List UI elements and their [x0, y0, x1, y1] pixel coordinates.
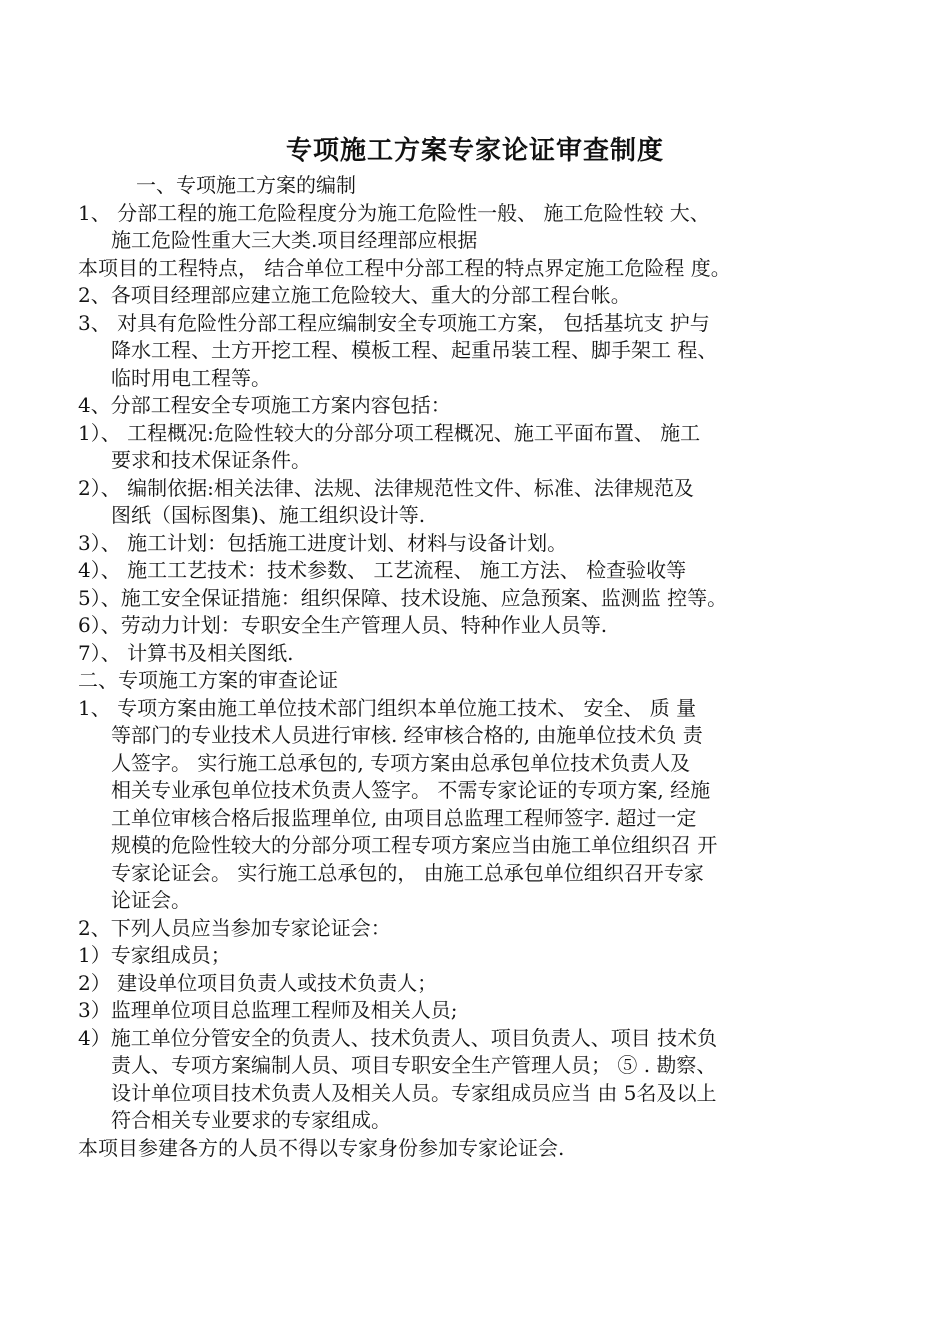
paragraph-line: 1、 分部工程的施工危险程度分为施工危险性一般、 施工危险性较 大、	[78, 200, 710, 225]
document-title: 专项施工方案专家论证审查制度	[285, 136, 664, 166]
paragraph-line: 4）、 施工工艺技术：技术参数、 工艺流程、 施工方法、 检查验收等	[78, 558, 687, 582]
section-heading: 一、专项施工方案的编制	[136, 173, 356, 197]
paragraph-line: 人签字。 实行施工总承包的, 专项方案由总承包单位技术负责人及	[111, 750, 691, 775]
paragraph-line: 等部门的专业技术人员进行审核. 经审核合格的, 由施单位技术负 责	[111, 723, 703, 747]
paragraph-line: 2）、 编制依据:相关法律、法规、法律规范性文件、标准、法律规范及	[78, 475, 694, 500]
paragraph-line: 2、下列人员应当参加专家论证会：	[78, 915, 391, 940]
section-heading: 二、专项施工方案的审查论证	[78, 668, 338, 692]
paragraph-line: 1、 专项方案由施工单位技术部门组织本单位施工技术、 安全、 质 量	[78, 695, 697, 720]
paragraph-line: 相关专业承包单位技术负责人签字。 不需专家论证的专项方案, 经施	[111, 778, 711, 802]
paragraph-line: 专家论证会。 实行施工总承包的， 由施工总承包单位组织召开专家	[111, 860, 704, 885]
paragraph-line: 4、分部工程安全专项施工方案内容包括：	[78, 393, 451, 417]
paragraph-line: 设计单位项目技术负责人及相关人员。专家组成员应当 由 5名及以上	[111, 1080, 717, 1105]
paragraph-line: 2） 建设单位项目负责人或技术负责人；	[78, 970, 438, 995]
paragraph-line: 临时用电工程等。	[111, 365, 271, 390]
paragraph-line: 5）、施工安全保证措施：组织保障、技术设施、应急预案、监测监 控等。	[78, 585, 728, 610]
paragraph-line: 本项目参建各方的人员不得以专家身份参加专家论证会.	[78, 1135, 565, 1160]
paragraph-line: 3）、 施工计划：包括施工进度计划、材料与设备计划。	[78, 530, 568, 555]
paragraph-line: 3）监理单位项目总监理工程师及相关人员;	[78, 998, 458, 1022]
document-body	[78, 172, 868, 1162]
paragraph-line: 降水工程、土方开挖工程、模板工程、起重吊装工程、脚手架工 程、	[111, 338, 718, 362]
paragraph-line: 1）专家组成员；	[78, 943, 231, 967]
paragraph-line: 7）、 计算书及相关图纸.	[78, 640, 294, 665]
paragraph-line: 符合相关专业要求的专家组成。	[111, 1108, 391, 1132]
paragraph-line: 1）、 工程概况:危险性较大的分部分项工程概况、施工平面布置、 施工	[78, 420, 701, 445]
paragraph-line: 责人、专项方案编制人员、项目专职安全生产管理人员； ⑤ . 勘察、	[111, 1053, 717, 1077]
paragraph-line: 施工危险性重大三大类.项目经理部应根据	[111, 228, 478, 252]
paragraph-line: 要求和技术保证条件。	[111, 448, 311, 472]
paragraph-line: 规模的危险性较大的分部分项工程专项方案应当由施工单位组织召 开	[111, 833, 718, 857]
paragraph-line: 图纸（国标图集)、施工组织设计等.	[111, 503, 426, 527]
paragraph-line: 2、各项目经理部应建立施工危险较大、重大的分部工程台帐。	[78, 283, 631, 307]
paragraph-line: 4）施工单位分管安全的负责人、技术负责人、项目负责人、项目 技术负	[78, 1025, 718, 1050]
paragraph-line: 本项目的工程特点， 结合单位工程中分部工程的特点界定施工危险程 度。	[78, 255, 731, 280]
paragraph-line: 工单位审核合格后报监理单位, 由项目总监理工程师签字. 超过一定	[111, 805, 697, 830]
paragraph-line: 3、 对具有危险性分部工程应编制安全专项施工方案， 包括基坑支 护与	[78, 310, 710, 335]
paragraph-line: 6）、劳动力计划：专职安全生产管理人员、特种作业人员等.	[78, 613, 608, 637]
paragraph-line: 论证会。	[111, 888, 191, 912]
